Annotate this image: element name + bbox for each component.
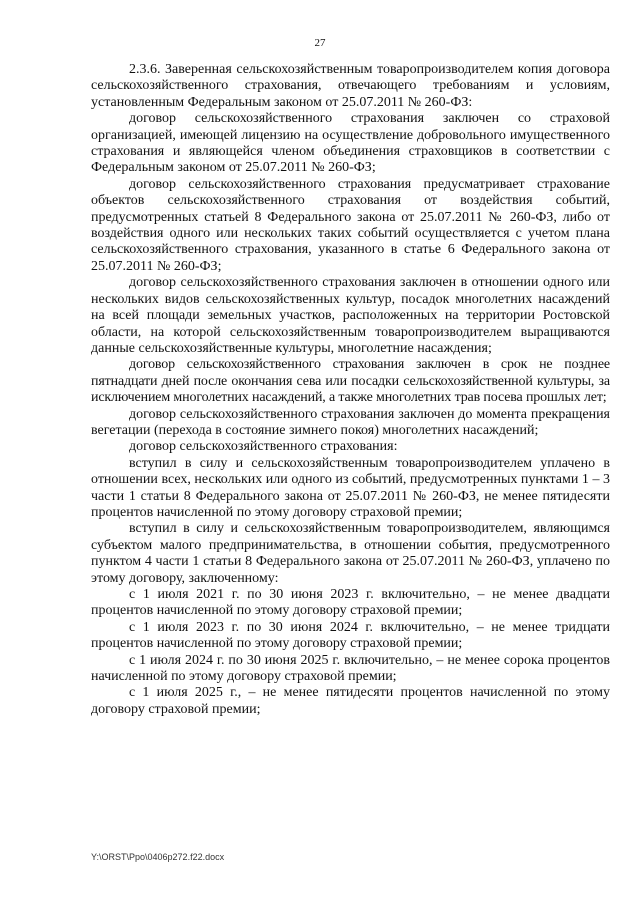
paragraph-insurer-license: договор сельскохозяйственного страхования заключен со страховой организацией, имеющей лицензию на осуществление добровольного имущественного страхования и являющейся членом объединения страховщиков в соответствии с Федеральным законом от 25.07.2011 № 260-ФЗ; — [91, 111, 610, 176]
paragraph-period-2023-2024: с 1 июля 2023 г. по 30 июня 2024 г. включительно, – не менее тридцати процентов начисленной по этому договору страховой премии; — [91, 619, 610, 652]
paragraph-premium-fifty-percent: вступил в силу и сельскохозяйственным товаропроизводителем уплачено в отношении всех, нескольких или одного из событий, предусмотренных пунктами 1 – 3 части 1 статьи 8 Федерального закона от 25.07.2011 № 260-ФЗ, не менее пятидесяти процентов начисленной по этому договору страховой премии; — [91, 455, 610, 520]
paragraph-period-2024-2025: с 1 июля 2024 г. по 30 июня 2025 г. включительно, – не менее сорока процентов начисленной по этому договору страховой премии; — [91, 652, 610, 685]
paragraph-insured-events: договор сельскохозяйственного страхования предусматривает страхование объектов сельскохозяйственного страхования от воздействия событий, предусмотренных статьей 8 Федерального закона от 25.07.2011 № 260-ФЗ, либо от воздействия одного или нескольких таких событий осуществляется с учетом плана сельскохозяйственного страхования, указанного в статье 6 Федерального закона от 25.07.2011 № 260-ФЗ; — [91, 176, 610, 274]
paragraph-vegetation-end: договор сельскохозяйственного страхования заключен до момента прекращения вегетации (перехода в состояние зимнего покоя) многолетних насаждений; — [91, 406, 610, 438]
paragraph-2-3-6: 2.3.6. Заверенная сельскохозяйственным товаропроизводителем копия договора сельскохозяйственного страхования, отвечающего требованиям и условиям, установленным Федеральным законом от 25.07.2011 № 260-ФЗ: — [91, 62, 610, 110]
paragraph-period-2021-2023: с 1 июля 2021 г. по 30 июня 2023 г. включительно, – не менее двадцати процентов начисленной по этому договору страховой премии; — [91, 587, 610, 619]
paragraph-small-business: вступил в силу и сельскохозяйственным товаропроизводителем, являющимся субъектом малого предпринимательства, в отношении события, предусмотренного пунктом 4 части 1 статьи 8 Федерального закона от 25.07.2011 № 260-ФЗ, уплачено по этому договору, заключенному: — [91, 521, 610, 586]
footer-file-path: Y:\ORST\Ppo\0406p272.f22.docx — [91, 852, 225, 862]
paragraph-period-2025: с 1 июля 2025 г., – не менее пятидесяти процентов начисленной по этому договору страховой премии; — [91, 685, 610, 717]
paragraph-sowing-deadline: договор сельскохозяйственного страхования заключен в срок не позднее пятнадцати дней после окончания сева или посадки сельскохозяйственной культуры, за исключением многолетних насаждений, а также многолетних трав посева прошлых лет; — [91, 357, 610, 406]
paragraph-crops-coverage: договор сельскохозяйственного страхования заключен в отношении одного или нескольких видов сельскохозяйственных культур, посадок многолетних насаждений на всей площади земельных участков, расположенных на территории Ростовской области, на которой сельскохозяйственным товаропроизводителем выращиваются данные сельскохозяйственные культуры, многолетние насаждения; — [91, 275, 610, 356]
page-number: 27 — [314, 37, 326, 49]
paragraph-contract-intro: договор сельскохозяйственного страхования: — [129, 439, 398, 455]
document-body — [91, 62, 610, 718]
